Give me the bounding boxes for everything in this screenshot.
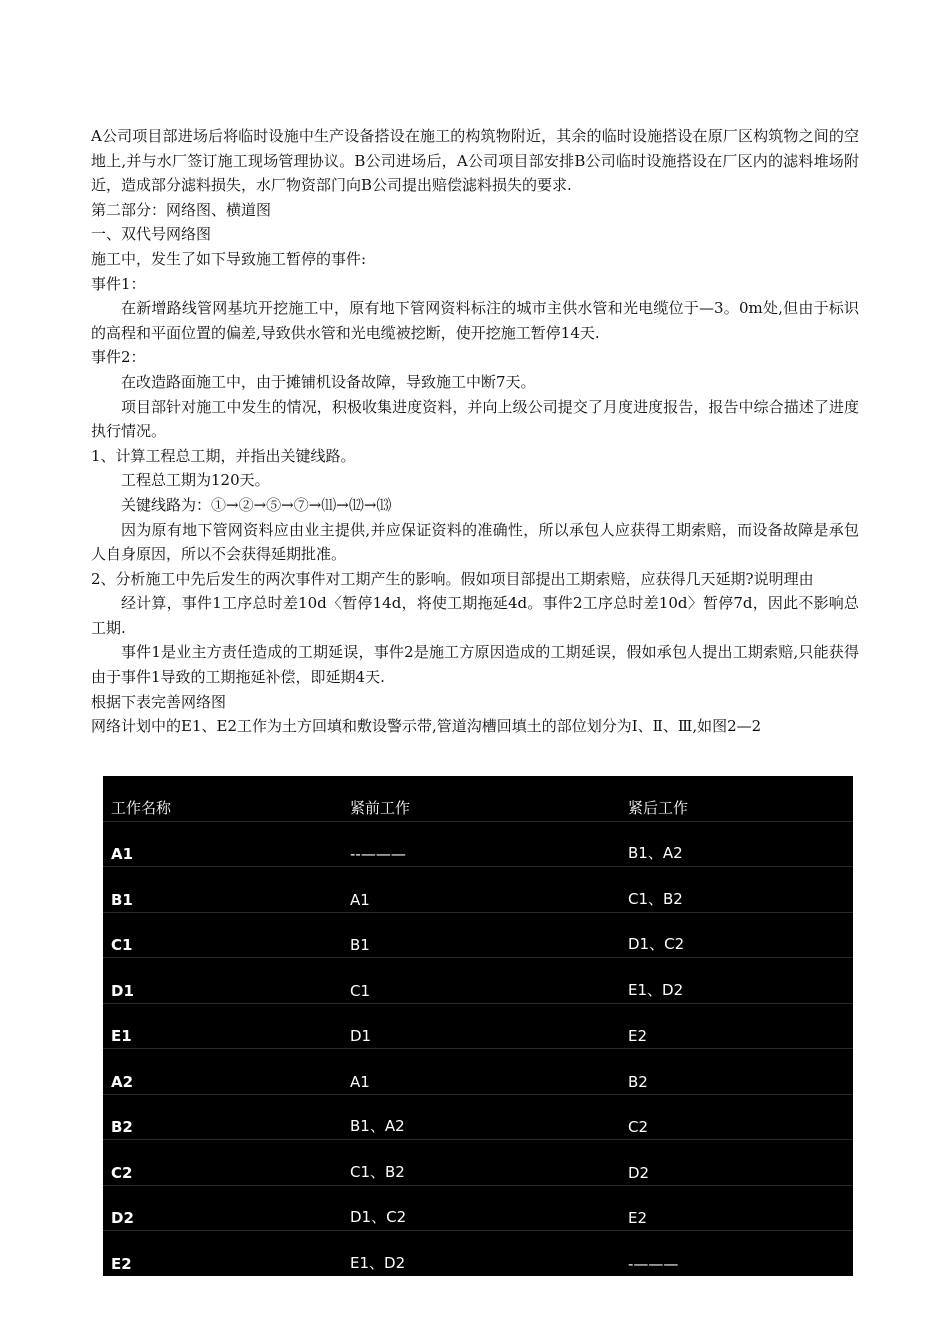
- header-work-name: 工作名称: [103, 776, 342, 821]
- paragraph: 根据下表完善网络图: [91, 692, 227, 711]
- paragraph: 1、计算工程总工期，并指出关键线路。: [91, 446, 356, 465]
- cell-predecessor: C1、B2: [342, 1140, 620, 1186]
- cell-work-name: A1: [103, 821, 342, 867]
- table-row: [103, 912, 853, 958]
- paragraph: 2、分析施工中先后发生的两次事件对工期产生的影响。假如项目部提出工期索赔，应获得几天延期?说明理由: [91, 569, 814, 588]
- cell-successor: C2: [620, 1094, 853, 1140]
- document-body: [91, 124, 859, 739]
- cell-predecessor: E1、D2: [350, 1253, 406, 1272]
- table-row: [103, 958, 853, 1004]
- paragraph: 第二部分：网络图、横道图: [91, 200, 272, 219]
- cell-work-name: C1: [103, 912, 342, 958]
- cell-work-name: C2: [103, 1140, 342, 1186]
- cell-successor: -———: [628, 1254, 679, 1273]
- header-predecessor: 紧前工作: [342, 776, 620, 821]
- cell-predecessor: A1: [342, 867, 620, 913]
- cell-work-name: B2: [103, 1094, 342, 1140]
- table-header-row: [103, 776, 853, 821]
- table-row: [103, 1140, 853, 1186]
- cell-successor: D1、C2: [620, 912, 853, 958]
- cell-predecessor: --———: [342, 821, 620, 867]
- cell-work-name: A2: [103, 1049, 342, 1095]
- paragraph: 施工中，发生了如下导致施工暂停的事件:: [91, 249, 367, 268]
- paragraph: 在改造路面施工中，由于摊铺机设备故障，导致施工中断7天。: [121, 372, 536, 391]
- table-row: [103, 1231, 853, 1276]
- cell-predecessor: A1: [342, 1049, 620, 1095]
- paragraph: 在新增路线管网基坑开挖施工中，原有地下管网资料标注的城市主供水管和光电缆位于—3。0m处,但由于标识的高程和平面位置的偏差,导致供水管和光电缆被挖断，使开挖施工暂停14天.: [91, 299, 859, 342]
- paragraph: A公司项目部进场后将临时设施中生产设备搭设在施工的构筑物附近，其余的临时设施搭设在原厂区构筑物之间的空地上,并与水厂签订施工现场管理协议。B公司进场后，A公司项目部安排B公司临时设施搭设在厂区内的滤料堆场附近，造成部分滤料损失，水厂物资部门向B公司提出赔偿滤料损失的要求.: [91, 127, 859, 195]
- table-row: [103, 821, 853, 867]
- header-successor: 紧后工作: [620, 776, 853, 821]
- work-relationship-table: [103, 776, 853, 1276]
- table-row: [103, 1094, 853, 1140]
- paragraph: 经计算，事件1工序总时差10d〈暂停14d，将使工期拖延4d。事件2工序总时差10d〉暂停7d，因此不影响总工期.: [91, 594, 859, 637]
- cell-successor: D2: [620, 1140, 853, 1186]
- cell-successor: C1、B2: [620, 867, 853, 913]
- cell-work-name: D2: [103, 1185, 342, 1231]
- cell-predecessor: D1: [342, 1003, 620, 1049]
- paragraph: 因为原有地下管网资料应由业主提供,并应保证资料的准确性，所以承包人应获得工期索赔，而设备故障是承包人自身原因，所以不会获得延期批准。: [91, 520, 859, 564]
- table-row: [103, 1003, 853, 1049]
- paragraph: 一、双代号网络图: [91, 225, 212, 244]
- paragraph: 事件2：: [91, 348, 146, 367]
- cell-predecessor: B1: [342, 912, 620, 958]
- cell-predecessor: B1、A2: [342, 1094, 620, 1140]
- cell-successor: E2: [620, 1185, 853, 1231]
- cell-work-name: E2: [111, 1254, 132, 1273]
- table-body: [103, 821, 853, 1276]
- paragraph: 事件1是业主方责任造成的工期延误，事件2是施工方原因造成的工期延误，假如承包人提出工期索赔,只能获得由于事件1导致的工期拖延补偿，即延期4天.: [91, 643, 859, 687]
- cell-predecessor: D1、C2: [342, 1185, 620, 1231]
- paragraph: 工程总工期为120天。: [121, 471, 270, 490]
- paragraph: 关键线路为：①→②→⑤→⑦→⑾→⑿→⒀: [121, 495, 392, 514]
- cell-work-name: B1: [103, 867, 342, 913]
- paragraph: 事件1：: [91, 274, 146, 293]
- paragraph: 网络计划中的E1、E2工作为土方回填和敷设警示带,管道沟槽回填土的部位划分为Ⅰ、Ⅱ、Ⅲ,如图2—2: [91, 717, 762, 736]
- cell-work-name: E1: [103, 1003, 342, 1049]
- table-row: [103, 867, 853, 913]
- cell-successor: E2: [620, 1003, 853, 1049]
- cell-successor: B1、A2: [620, 821, 853, 867]
- table-row: [103, 1049, 853, 1095]
- table-row: [103, 1185, 853, 1231]
- cell-successor: B2: [620, 1049, 853, 1095]
- cell-work-name: D1: [103, 958, 342, 1004]
- cell-successor: E1、D2: [620, 958, 853, 1004]
- cell-predecessor: C1: [342, 958, 620, 1004]
- paragraph: 项目部针对施工中发生的情况，积极收集进度资料，并向上级公司提交了月度进度报告，报告中综合描述了进度执行情况。: [91, 397, 859, 441]
